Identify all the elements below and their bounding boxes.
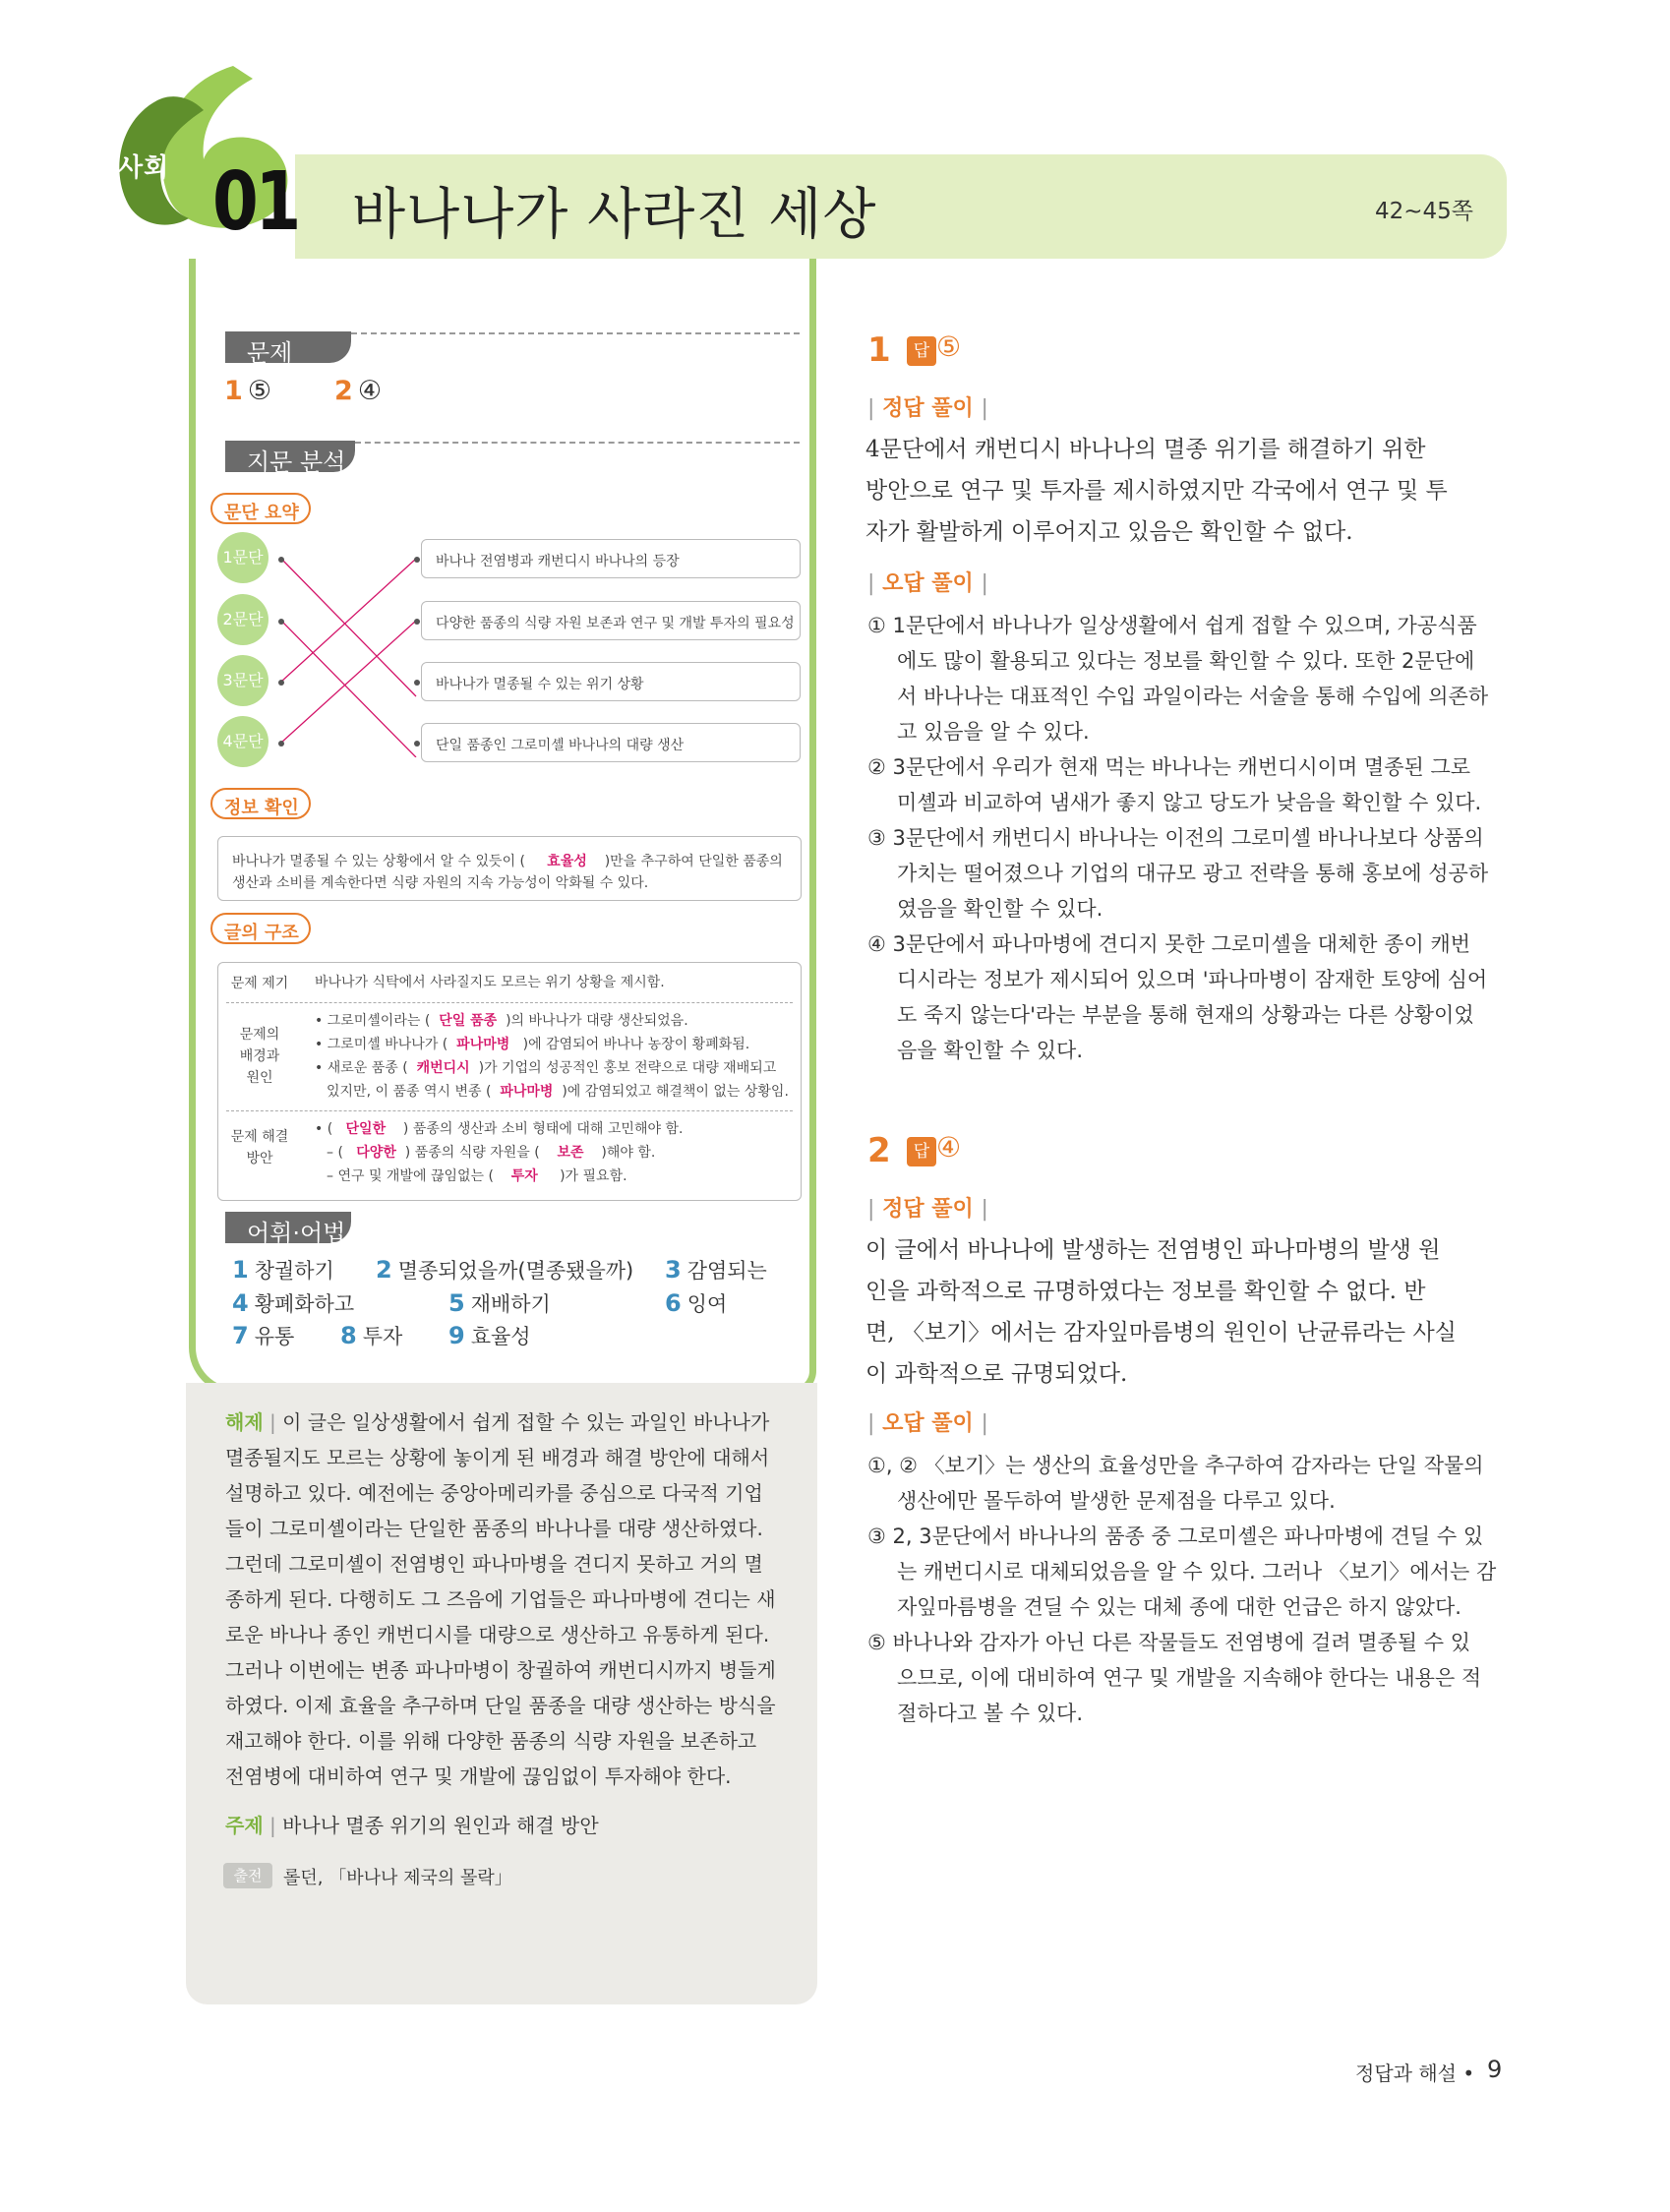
commentary-line: 그러나 이번에는 변종 파나마병이 창궐하여 캐번디시까지 병들게 bbox=[225, 1658, 776, 1682]
answer-item: 1 ⑤ bbox=[224, 376, 272, 406]
explanation-line: 이 글에서 바나나에 발생하는 전염병인 파나마병의 발생 원 bbox=[865, 1237, 1441, 1263]
section-wrong: | 오답 풀이 | bbox=[867, 1411, 988, 1436]
summary-box: 단일 품종인 그로미셸 바나나의 대량 생산 bbox=[421, 723, 801, 762]
match-dot bbox=[278, 680, 284, 686]
commentary-line: 멸종될지도 모르는 상황에 놓이게 된 배경과 해결 방안에 대해서 bbox=[225, 1446, 770, 1469]
paragraph-badge: 4문단 bbox=[217, 716, 268, 767]
vocab-item: 8 투자 bbox=[340, 1322, 403, 1349]
structure-text: • ( 단일한 ) 품종의 생산과 소비 형태에 대해 고민해야 함. – ( 다양한 ) 품종의 식량 자원을 ( 보존 )해야 함. – 연구 및 개발에 끊임없는 ( 투자 )가 필요함. bbox=[315, 1121, 684, 1184]
explanation-line: 생산에만 몰두하여 발생한 문제점을 다루고 있다. bbox=[897, 1489, 1336, 1513]
commentary-line: 들이 그로미셸이라는 단일한 품종의 바나나를 대량 생산하였다. bbox=[225, 1517, 763, 1540]
page-title: 바나나가 사라진 세상 bbox=[352, 183, 877, 247]
tab-analysis: 지문 분석 bbox=[225, 441, 355, 472]
explanation-line: 자잎마름병을 견딜 수 있는 대체 종에 대한 언급은 하지 않았다. bbox=[897, 1595, 1461, 1619]
explanation-line: 서 바나나는 대표적인 수입 과일이라는 서술을 통해 수입에 의존하 bbox=[897, 685, 1489, 708]
section-correct: | 정답 풀이 | bbox=[867, 1197, 988, 1222]
explanation-line: 디시라는 정보가 제시되어 있으며 '파나마병이 잠재한 토양에 심어 bbox=[897, 968, 1488, 991]
summary-box: 바나나 전염병과 캐번디시 바나나의 등장 bbox=[421, 539, 801, 578]
vocab-item: 4 황폐화하고 bbox=[232, 1289, 355, 1317]
structure-label: 문제 해결 방안 bbox=[230, 1129, 289, 1166]
match-dot bbox=[414, 619, 420, 625]
explanation-line: 면, 〈보기〉에서는 감자잎마름병의 원인이 난균류라는 사실 bbox=[865, 1320, 1457, 1345]
answer-mark: ④ bbox=[936, 1131, 962, 1164]
tab-vocab: 어휘·어법 bbox=[225, 1212, 351, 1243]
answer-badge: 답 bbox=[907, 1137, 936, 1166]
match-dot bbox=[414, 680, 420, 686]
answer-badge: 답 bbox=[907, 336, 936, 366]
explanation-line: 가치는 떨어졌으나 기업의 대규모 광고 전략을 통해 홍보에 성공하 bbox=[897, 862, 1489, 885]
question-number: 2 bbox=[867, 1131, 891, 1170]
page-number: 9 bbox=[1487, 2056, 1503, 2083]
divider bbox=[226, 1002, 793, 1003]
structure-text: • 그로미셸이라는 ( 단일 품종 )의 바나나가 대량 생산되었음. • 그로미셸 바나나가 ( 파나마병 )에 감염되어 바나나 농장이 황폐화됨. • 새로운 품종 ( 캐번디시 )가 기업의 성공적인 홍보 전략으로 대량 재배되고 있지만, 이 품종 역시 변종 ( 파나마병 )에 감염되었고 해결책이 없는 상황임. bbox=[315, 1013, 789, 1100]
explanation-line: 였음을 확인할 수 있다. bbox=[897, 897, 1103, 921]
commentary-line: 그런데 그로미셸이 전염병인 파나마병을 견디지 못하고 거의 멸 bbox=[225, 1552, 763, 1576]
explanation-line: 방안으로 연구 및 투자를 제시하였지만 각국에서 연구 및 투 bbox=[865, 478, 1448, 504]
explanation-line: 에도 많이 활용되고 있다는 정보를 확인할 수 있다. 또한 2문단에 bbox=[897, 649, 1475, 673]
commentary-line: 전염병에 대비하여 연구 및 개발에 끊임없이 투자해야 한다. bbox=[225, 1764, 732, 1788]
divider bbox=[226, 1110, 793, 1111]
vocab-item: 6 잉여 bbox=[665, 1289, 728, 1317]
source-text: 롤던, 「바나나 제국의 몰락」 bbox=[283, 1868, 512, 1888]
divider bbox=[355, 442, 800, 444]
tab-problem: 문제 bbox=[225, 331, 351, 363]
answer-item: 2 ④ bbox=[334, 376, 383, 406]
match-dot bbox=[278, 741, 284, 747]
match-dot bbox=[414, 557, 420, 563]
commentary-line: 종하게 된다. 다행히도 그 즈음에 기업들은 파나마병에 견디는 새 bbox=[225, 1587, 776, 1611]
section-wrong: | 오답 풀이 | bbox=[867, 571, 988, 596]
structure-label: 문제의 배경과 원인 bbox=[239, 1027, 280, 1086]
structure-table bbox=[217, 962, 802, 1201]
explanation-line: ①, ② 〈보기〉는 생산의 효율성만을 추구하여 감자라는 단일 작물의 bbox=[867, 1454, 1484, 1477]
pill-structure: 글의 구조 bbox=[210, 913, 311, 944]
explanation-line: 절하다고 볼 수 있다. bbox=[897, 1702, 1083, 1725]
commentary-line: 하였다. 이제 효율을 추구하며 단일 품종을 대량 생산하는 방식을 bbox=[225, 1694, 776, 1717]
pill-info-check: 정보 확인 bbox=[210, 788, 311, 819]
explanation-line: 4문단에서 캐번디시 바나나의 멸종 위기를 해결하기 위한 bbox=[865, 437, 1426, 462]
explanation-line: ① 1문단에서 바나나가 일상생활에서 쉽게 접할 수 있으며, 가공식품 bbox=[867, 614, 1477, 637]
divider bbox=[351, 332, 800, 334]
vocab-item: 5 재배하기 bbox=[448, 1289, 551, 1317]
structure-label: 문제 제기 bbox=[230, 976, 289, 991]
commentary-line: 로운 바나나 종인 캐번디시를 대량으로 생산하고 유통하게 된다. bbox=[225, 1623, 770, 1646]
unit-number: 01 bbox=[212, 155, 299, 249]
info-check-box: 바나나가 멸종될 수 있는 상황에서 알 수 있듯이 ( 효율성 )만을 추구하여 단일한 품종의 생산과 소비를 계속한다면 식량 자원의 지속 가능성이 악화될 수 있다. bbox=[217, 836, 802, 901]
explanation-line: 고 있음을 알 수 있다. bbox=[897, 720, 1090, 744]
section-correct: | 정답 풀이 | bbox=[867, 396, 988, 421]
vocab-item: 7 유통 bbox=[232, 1322, 295, 1349]
explanation-line: 는 캐번디시로 대체되었음을 알 수 있다. 그러나 〈보기〉에서는 감 bbox=[897, 1560, 1497, 1584]
question-number: 1 bbox=[867, 330, 891, 370]
paragraph-badge: 1문단 bbox=[217, 532, 268, 583]
page-range: 42~45쪽 bbox=[1375, 199, 1474, 224]
source-tag: 출전 bbox=[223, 1863, 272, 1888]
vocab-item: 1 창궐하기 bbox=[232, 1256, 334, 1284]
explanation-line: 도 죽지 않는다'라는 부분을 통해 현재의 상황과는 다른 상황이었 bbox=[897, 1003, 1474, 1027]
commentary-line: 재고해야 한다. 이를 위해 다양한 품종의 식량 자원을 보존하고 bbox=[225, 1729, 757, 1753]
structure-text: 바나나가 식탁에서 사라질지도 모르는 위기 상황을 제시함. bbox=[315, 975, 665, 990]
footer-label: 정답과 해설 • bbox=[1355, 2062, 1475, 2085]
explanation-line: ⑤ 바나나와 감자가 아닌 다른 작물들도 전염병에 걸려 멸종될 수 있 bbox=[867, 1631, 1471, 1654]
explanation-line: 이 과학적으로 규명되었다. bbox=[865, 1361, 1128, 1387]
subject-label: 사회 bbox=[118, 153, 170, 183]
explanation-line: ② 3문단에서 우리가 현재 먹는 바나나는 캐번디시이며 멸종된 그로 bbox=[867, 755, 1471, 779]
vocab-item: 9 효율성 bbox=[448, 1322, 531, 1349]
explanation-line: 인을 과학적으로 규명하였다는 정보를 확인할 수 없다. 반 bbox=[865, 1279, 1426, 1304]
explanation-line: 미셸과 비교하여 냄새가 좋지 않고 당도가 낮음을 확인할 수 있다. bbox=[897, 791, 1482, 814]
explanation-line: 으므로, 이에 대비하여 연구 및 개발을 지속해야 한다는 내용은 적 bbox=[897, 1666, 1482, 1690]
vocab-item: 3 감염되는 bbox=[665, 1256, 767, 1284]
pill-paragraph-summary: 문단 요약 bbox=[210, 493, 311, 524]
summary-box: 바나나가 멸종될 수 있는 위기 상황 bbox=[421, 662, 801, 701]
summary-box: 다양한 품종의 식량 자원 보존과 연구 및 개발 투자의 필요성 bbox=[421, 601, 801, 640]
vocab-item: 2 멸종되었을까(멸종됐을까) bbox=[376, 1256, 634, 1284]
match-dot bbox=[278, 619, 284, 625]
explanation-line: 음을 확인할 수 있다. bbox=[897, 1039, 1083, 1062]
explanation-line: ③ 2, 3문단에서 바나나의 품종 중 그로미셸은 파나마병에 견딜 수 있 bbox=[867, 1524, 1484, 1548]
paragraph-badge: 3문단 bbox=[217, 655, 268, 706]
match-dot bbox=[414, 741, 420, 747]
commentary-line: 해제 | 이 글은 일상생활에서 쉽게 접할 수 있는 과일인 바나나가 bbox=[225, 1410, 770, 1434]
answer-mark: ⑤ bbox=[936, 330, 962, 363]
match-dot bbox=[278, 557, 284, 563]
theme-line: 주제 | 바나나 멸종 위기의 원인과 해결 방안 bbox=[225, 1814, 599, 1837]
matching-lines bbox=[275, 541, 423, 757]
explanation-line: 자가 활발하게 이루어지고 있음은 확인할 수 없다. bbox=[865, 519, 1353, 545]
explanation-line: ③ 3문단에서 캐번디시 바나나는 이전의 그로미셸 바나나보다 상품의 bbox=[867, 826, 1484, 850]
paragraph-badge: 2문단 bbox=[217, 594, 268, 645]
explanation-line: ④ 3문단에서 파나마병에 견디지 못한 그로미셸을 대체한 종이 캐번 bbox=[867, 932, 1471, 956]
commentary-line: 설명하고 있다. 예전에는 중앙아메리카를 중심으로 다국적 기업 bbox=[225, 1481, 763, 1505]
